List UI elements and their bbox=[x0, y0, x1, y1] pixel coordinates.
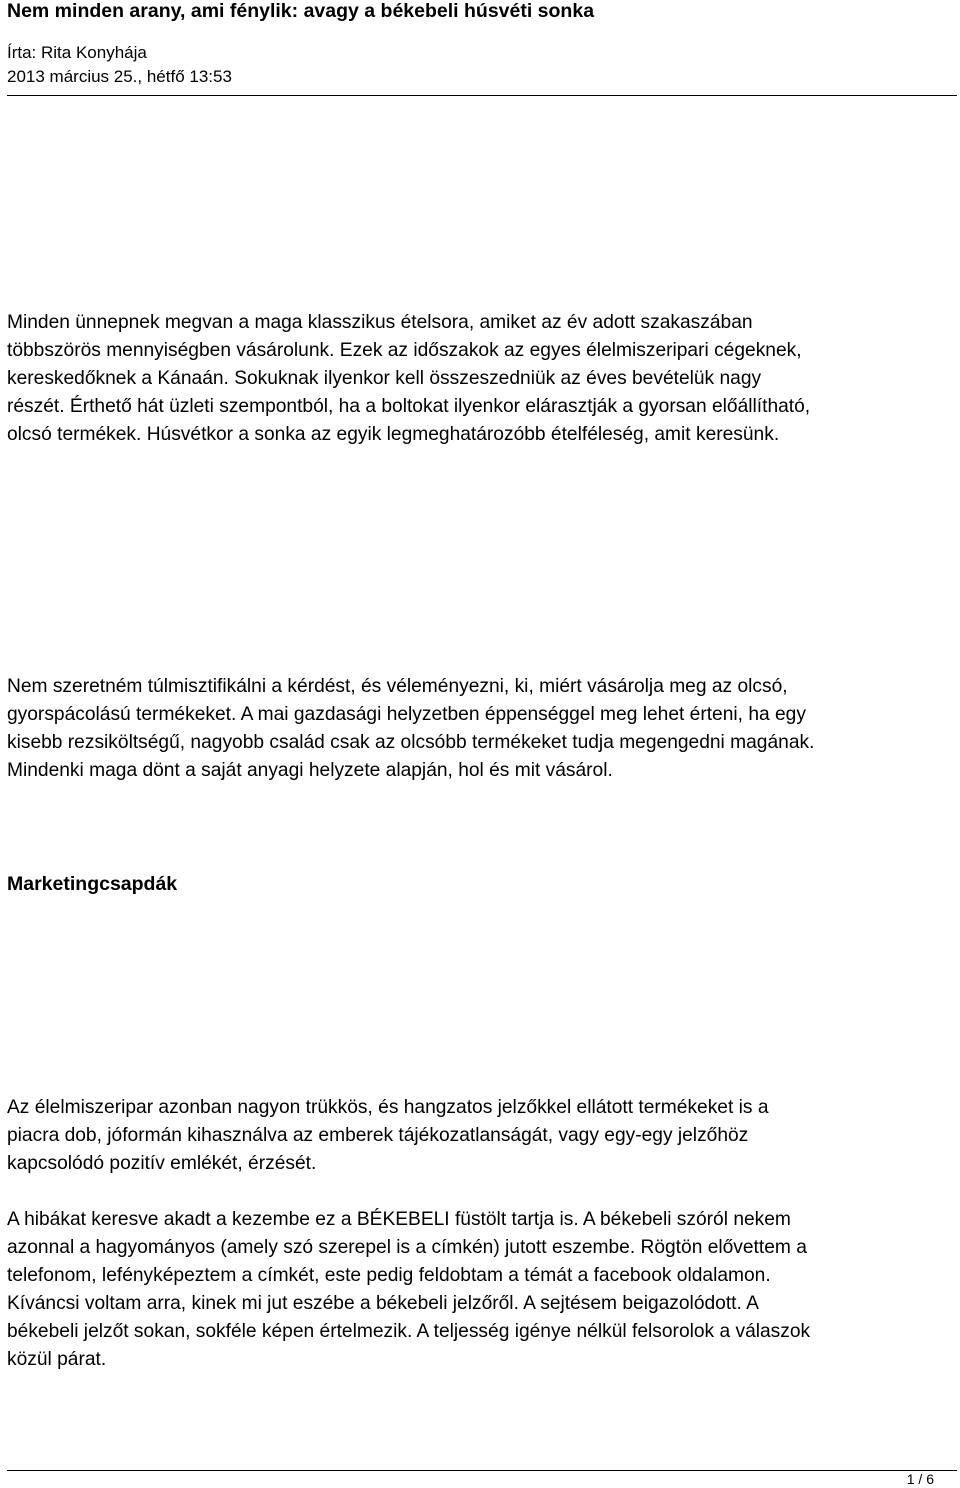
paragraph-line: békebeli jelzőt sokan, sokféle képen értelmezik. A teljesség igénye nélkül felsorolok a válaszok bbox=[7, 1321, 811, 1342]
page-number: 1 / 6 bbox=[906, 1471, 934, 1487]
header-divider bbox=[7, 95, 957, 96]
paragraph-line: Az élelmiszeripar azonban nagyon trükkös, és hangzatos jelzőkkel ellátott termékeket is a bbox=[7, 1097, 769, 1118]
paragraph-line: piacra dob, jóformán kihasználva az emberek tájékozatlanságát, vagy egy-egy jelzőhöz bbox=[7, 1125, 749, 1146]
section-heading: Marketingcsapdák bbox=[7, 873, 178, 895]
paragraph-intro bbox=[7, 309, 959, 449]
paragraph-line: részét. Érthető hát üzleti szempontból, ha a boltokat ilyenkor elárasztják a gyorsan előállítható, bbox=[7, 396, 811, 417]
paragraph-line: többszörös mennyiségben vásárolunk. Ezek az időszakok az egyes élelmiszeripari cégeknek, bbox=[7, 340, 802, 361]
paragraph-line: Mindenki maga dönt a saját anyagi helyzete alapján, hol és mit vásárol. bbox=[7, 760, 613, 781]
article-title: Nem minden arany, ami fénylik: avagy a békebeli húsvéti sonka bbox=[7, 0, 595, 22]
paragraph-line: telefonom, lefényképeztem a címkét, este pedig feldobtam a témát a facebook oldalamon. bbox=[7, 1265, 771, 1286]
paragraph-line: kisebb rezsiköltségű, nagyobb család csak az olcsóbb termékeket tudja megengedni magának. bbox=[7, 732, 815, 753]
paragraph-line: Kíváncsi voltam arra, kinek mi jut eszébe a békebeli jelzőről. A sejtésem beigazolódott. A bbox=[7, 1293, 759, 1314]
paragraph-line: közül párat. bbox=[7, 1349, 107, 1370]
article-date: 2013 március 25., hétfő 13:53 bbox=[7, 67, 232, 86]
paragraph-opinion bbox=[7, 673, 959, 785]
paragraph-line: azonnal a hagyományos (amely szó szerepel is a címkén) jutott eszembe. Rögtön elővettem a bbox=[7, 1237, 807, 1258]
paragraph-line: Nem szeretném túlmisztifikálni a kérdést, és véleményezni, ki, miért vásárolja meg az olcsó, bbox=[7, 676, 788, 697]
paragraph-line: gyorspácolású termékeket. A mai gazdasági helyzetben éppenséggel meg lehet érteni, ha egy bbox=[7, 704, 806, 725]
paragraph-marketing bbox=[7, 1094, 959, 1178]
article-author: Írta: Rita Konyhája bbox=[7, 43, 147, 62]
footer-divider bbox=[7, 1470, 957, 1471]
paragraph-line: olcsó termékek. Húsvétkor a sonka az egyik legmeghatározóbb ételféleség, amit keresünk. bbox=[7, 424, 780, 445]
paragraph-line: kapcsolódó pozitív emlékét, érzését. bbox=[7, 1153, 317, 1174]
paragraph-line: Minden ünnepnek megvan a maga klasszikus ételsora, amiket az év adott szakaszában bbox=[7, 312, 753, 333]
paragraph-line: A hibákat keresve akadt a kezembe ez a BÉKEBELI füstölt tartja is. A békebeli szóról nekem bbox=[7, 1209, 791, 1230]
paragraph-bekebeli bbox=[7, 1206, 959, 1374]
paragraph-line: kereskedőknek a Kánaán. Sokuknak ilyenkor kell összeszedniük az éves bevételük nagy bbox=[7, 368, 762, 389]
